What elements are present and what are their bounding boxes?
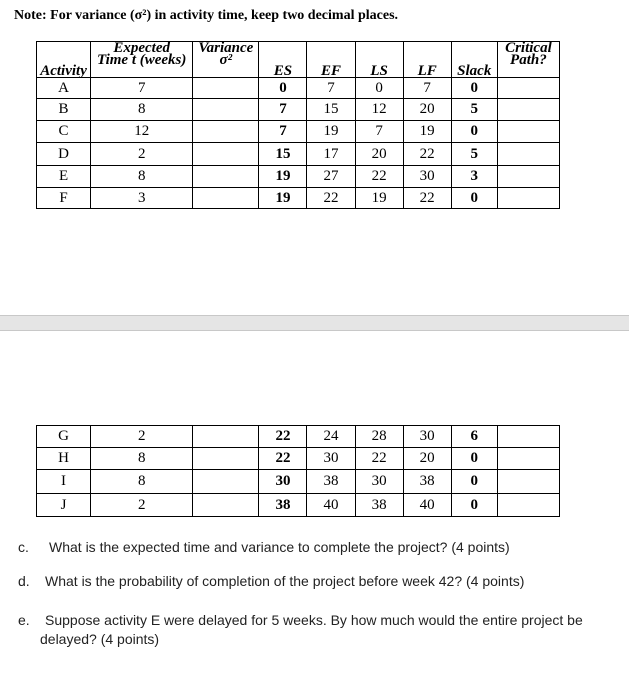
header-critical-line2: Path? (510, 52, 547, 68)
cell-ef: 40 (307, 494, 355, 517)
cell-slack: 6 (451, 426, 497, 448)
cell-variance (193, 448, 259, 470)
table-row (37, 121, 560, 143)
cell-variance (193, 99, 259, 121)
cell-lf: 7 (403, 78, 451, 99)
table-header-row (37, 42, 560, 78)
cell-es: 19 (259, 166, 307, 188)
cell-critical (497, 166, 559, 188)
header-critical-path (497, 42, 559, 78)
cell-lf: 30 (403, 166, 451, 188)
cell-variance (193, 470, 259, 494)
cell-lf: 22 (403, 188, 451, 209)
cell-ef: 7 (307, 78, 355, 99)
cell-activity: A (37, 78, 91, 99)
cell-ef: 22 (307, 188, 355, 209)
header-critical-line1: Critical (505, 40, 552, 56)
question-e-label: e. (18, 612, 30, 628)
header-expected-line2: Time t (weeks) (96, 52, 187, 68)
cell-critical (497, 494, 559, 517)
cell-lf: 19 (403, 121, 451, 143)
cell-ls: 22 (355, 166, 403, 188)
activity-table-bottom (36, 425, 560, 517)
cell-ls: 30 (355, 470, 403, 494)
question-c-text: What is the expected time and variance to complete the project? (4 points) (49, 539, 510, 555)
table-row (37, 166, 560, 188)
header-expected-time (91, 42, 193, 78)
cell-ls: 7 (355, 121, 403, 143)
cell-es: 0 (259, 78, 307, 99)
cell-lf: 38 (403, 470, 451, 494)
cell-ef: 27 (307, 166, 355, 188)
question-e-text-line1: Suppose activity E were delayed for 5 weeks. By how much would the entire project be (45, 612, 583, 628)
cell-lf: 20 (403, 99, 451, 121)
cell-t: 8 (91, 99, 193, 121)
cell-slack: 0 (451, 470, 497, 494)
table-row (37, 143, 560, 166)
cell-es: 19 (259, 188, 307, 209)
cell-es: 38 (259, 494, 307, 517)
cell-critical (497, 121, 559, 143)
cell-slack: 0 (451, 448, 497, 470)
cell-critical (497, 143, 559, 166)
cell-lf: 30 (403, 426, 451, 448)
table-top-body (37, 78, 560, 209)
header-ef: EF (307, 42, 355, 78)
cell-critical (497, 78, 559, 99)
cell-t: 2 (91, 494, 193, 517)
cell-ef: 30 (307, 448, 355, 470)
table-row (37, 188, 560, 209)
header-activity: Activity (37, 42, 91, 78)
cell-activity: E (37, 166, 91, 188)
cell-variance (193, 494, 259, 517)
cell-es: 15 (259, 143, 307, 166)
cell-es: 7 (259, 99, 307, 121)
cell-activity: C (37, 121, 91, 143)
cell-ls: 22 (355, 448, 403, 470)
cell-activity: B (37, 99, 91, 121)
cell-ls: 28 (355, 426, 403, 448)
cell-ls: 38 (355, 494, 403, 517)
cell-variance (193, 143, 259, 166)
header-es: ES (259, 42, 307, 78)
cell-activity: D (37, 143, 91, 166)
header-variance-line1: Variance (198, 40, 254, 56)
cell-lf: 20 (403, 448, 451, 470)
cell-critical (497, 188, 559, 209)
cell-t: 12 (91, 121, 193, 143)
variance-note: Note: For variance (σ²) in activity time, keep two decimal places. (14, 8, 399, 23)
cell-t: 8 (91, 448, 193, 470)
cell-lf: 22 (403, 143, 451, 166)
cell-t: 7 (91, 78, 193, 99)
header-ls: LS (355, 42, 403, 78)
cell-activity: F (37, 188, 91, 209)
question-c-label: c. (18, 539, 29, 555)
table-row (37, 426, 560, 448)
table-row (37, 494, 560, 517)
cell-slack: 5 (451, 99, 497, 121)
header-slack: Slack (451, 42, 497, 78)
cell-t: 8 (91, 166, 193, 188)
cell-slack: 0 (451, 78, 497, 99)
cell-slack: 0 (451, 494, 497, 517)
activity-table-top (36, 41, 560, 209)
header-variance (193, 42, 259, 78)
page-divider (0, 315, 629, 331)
cell-variance (193, 121, 259, 143)
cell-variance (193, 188, 259, 209)
cell-activity: I (37, 470, 91, 494)
cell-critical (497, 448, 559, 470)
cell-es: 30 (259, 470, 307, 494)
table-row (37, 470, 560, 494)
cell-es: 22 (259, 448, 307, 470)
header-lf: LF (403, 42, 451, 78)
question-d-text: What is the probability of completion of the project before week 42? (4 points) (45, 573, 525, 589)
cell-activity: H (37, 448, 91, 470)
cell-slack: 3 (451, 166, 497, 188)
cell-ef: 24 (307, 426, 355, 448)
cell-variance (193, 78, 259, 99)
cell-slack: 0 (451, 188, 497, 209)
cell-es: 7 (259, 121, 307, 143)
cell-critical (497, 426, 559, 448)
cell-critical (497, 99, 559, 121)
cell-ef: 17 (307, 143, 355, 166)
cell-activity: G (37, 426, 91, 448)
cell-variance (193, 166, 259, 188)
cell-ls: 12 (355, 99, 403, 121)
table-row (37, 448, 560, 470)
cell-es: 22 (259, 426, 307, 448)
cell-t: 8 (91, 470, 193, 494)
header-expected-line1: Expected (113, 40, 171, 56)
cell-t: 3 (91, 188, 193, 209)
cell-ef: 19 (307, 121, 355, 143)
cell-ef: 15 (307, 99, 355, 121)
table-row (37, 99, 560, 121)
question-d-label: d. (18, 573, 30, 589)
cell-t: 2 (91, 143, 193, 166)
cell-slack: 5 (451, 143, 497, 166)
table-row (37, 78, 560, 99)
cell-variance (193, 426, 259, 448)
cell-slack: 0 (451, 121, 497, 143)
table-bottom-body (37, 426, 560, 517)
header-variance-line2: σ² (219, 52, 233, 68)
cell-lf: 40 (403, 494, 451, 517)
cell-ef: 38 (307, 470, 355, 494)
cell-ls: 20 (355, 143, 403, 166)
cell-critical (497, 470, 559, 494)
cell-ls: 0 (355, 78, 403, 99)
question-e-text-line2: delayed? (4 points) (40, 631, 160, 647)
cell-activity: J (37, 494, 91, 517)
cell-t: 2 (91, 426, 193, 448)
cell-ls: 19 (355, 188, 403, 209)
